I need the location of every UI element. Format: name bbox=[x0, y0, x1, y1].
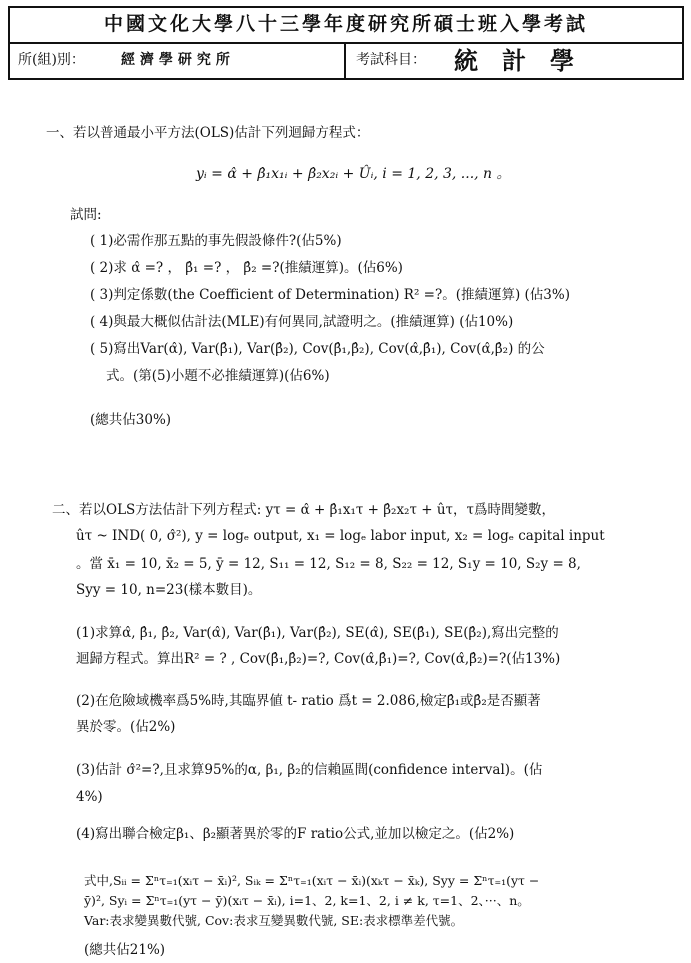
q1-item-5: ( 5)寫出Var(α̂), Var(β̂₁), Var(β̂₂), Cov(β̂₁,β̂₂), Cov(α̂,β̂₁), Cov(α̂,β̂₂) 的公 bbox=[90, 341, 545, 357]
q2-p1-line-2: 迴歸方程式。算出R² = ? , Cov(β̂₁,β̂₂)=?, Cov(α̂,β̂₁)=?, Cov(α̂,β̂₂)=?(佔13%) bbox=[76, 651, 561, 667]
q2-p4-line: (4)寫出聯合檢定β₁、β₂顯著異於零的F ratio公式,並加以檢定之。(佔2%) bbox=[76, 826, 515, 842]
q2-p2-line-2: 異於零。(佔2%) bbox=[76, 719, 176, 735]
q2-number: 二、 bbox=[52, 502, 79, 518]
q1-heading bbox=[46, 125, 369, 142]
q2-total: (總共佔21%) bbox=[84, 942, 166, 958]
exam-header bbox=[8, 6, 684, 80]
q2-intro-4: Syy = 10, n=23(樣本數目)。 bbox=[76, 582, 262, 598]
q2-intro-2: ûτ ~ IND( 0, σ̂²), y = logₑ output, x₁ = logₑ labor input, x₂ = logₑ capital input bbox=[76, 528, 605, 544]
q2-note-line-2: ȳ)², Syᵢ = Σⁿτ₌₁(yτ − ȳ)(xᵢτ − x̄ᵢ), i=1、2, k=1、2, i ≠ k, τ=1、2、···、n。 bbox=[84, 893, 530, 908]
q2-line-1 bbox=[52, 502, 555, 519]
q2-p3-line-2: 4%) bbox=[76, 789, 103, 805]
exam-title: 中國文化大學八十三學年度研究所碩士班入學考試 bbox=[10, 8, 682, 44]
header-info-row bbox=[10, 44, 682, 78]
q1-item-1: ( 1)必需作那五點的事先假設條件?(佔5%) bbox=[90, 233, 342, 249]
dept-label: 所(組)別： bbox=[18, 52, 85, 68]
q2-p2-line-1: (2)在危險域機率爲5%時,其臨界値 t- ratio 爲t = 2.086,檢定β̂₁或β̂₂是否顯著 bbox=[76, 693, 541, 709]
dept-value: 經濟學研究所 bbox=[120, 52, 235, 68]
q1-number: 一、 bbox=[46, 125, 73, 141]
q1-item-3: ( 3)判定係數(the Coefficient of Determination) R² =?。(推績運算) (佔3%) bbox=[90, 287, 570, 303]
q2-p3-line-1: (3)估計 σ̂²=?,且求算95%的α, β₁, β₂的信賴區間(confidence interval)。(佔 bbox=[76, 762, 543, 778]
q1-prompt: 若以普通最小平方法(OLS)估計下列迴歸方程式： bbox=[73, 125, 370, 141]
q1-item-4: ( 4)與最大概似估計法(MLE)有何異同,試證明之。(推績運算) (佔10%) bbox=[90, 314, 514, 330]
q2-p1-line-1: (1)求算α̂, β̂₁, β̂₂, Var(α̂), Var(β̂₁), Var(β̂₂), SE(α̂), SE(β̂₁), SE(β̂₂),寫出完整的 bbox=[76, 625, 559, 641]
q1-total: (總共佔30%) bbox=[90, 412, 172, 428]
q1-ask: 試問: bbox=[70, 207, 102, 223]
q1-item-2: ( 2)求 α̂ =? ， β̂₁ =? ， β̂₂ =?(推績運算)。(佔6%) bbox=[90, 260, 403, 276]
subject-cell bbox=[346, 46, 682, 76]
subject-label: 考試科目： bbox=[356, 52, 426, 68]
q2-intro-3: 。當 x̄₁ = 10, x̄₂ = 5, ȳ = 12, S₁₁ = 12, S₁₂ = 8, S₂₂ = 12, S₁y = 10, S₂y = 8, bbox=[76, 556, 581, 572]
q2-intro-1: 若以OLS方法估計下列方程式: yτ = α̂ + β̂₁x₁τ + β̂₂x₂τ + ûτ，τ爲時間變數， bbox=[79, 502, 555, 518]
subject-value: 統計學 bbox=[454, 45, 598, 75]
q1-equation: yᵢ = α̂ + β̂₁x₁ᵢ + β̂₂x₂ᵢ + Ûᵢ, i = 1, 2, 3, ..., n 。 bbox=[196, 166, 511, 182]
dept-cell bbox=[10, 44, 346, 78]
q1-item-5-cont: 式。(第(5)小題不必推績運算)(佔6%) bbox=[106, 368, 330, 384]
q2-note-line-1: 式中,Sᵢᵢ = Σⁿτ₌₁(xᵢτ − x̄ᵢ)², Sᵢₖ = Σⁿτ₌₁(xᵢτ − x̄ᵢ)(xₖτ − x̄ₖ), Syy = Σⁿτ₌₁(yτ − bbox=[84, 873, 540, 888]
q2-note-line-3: Var:表求變異數代號, Cov:表求互變異數代號, SE:表求標準差代號。 bbox=[84, 913, 464, 928]
